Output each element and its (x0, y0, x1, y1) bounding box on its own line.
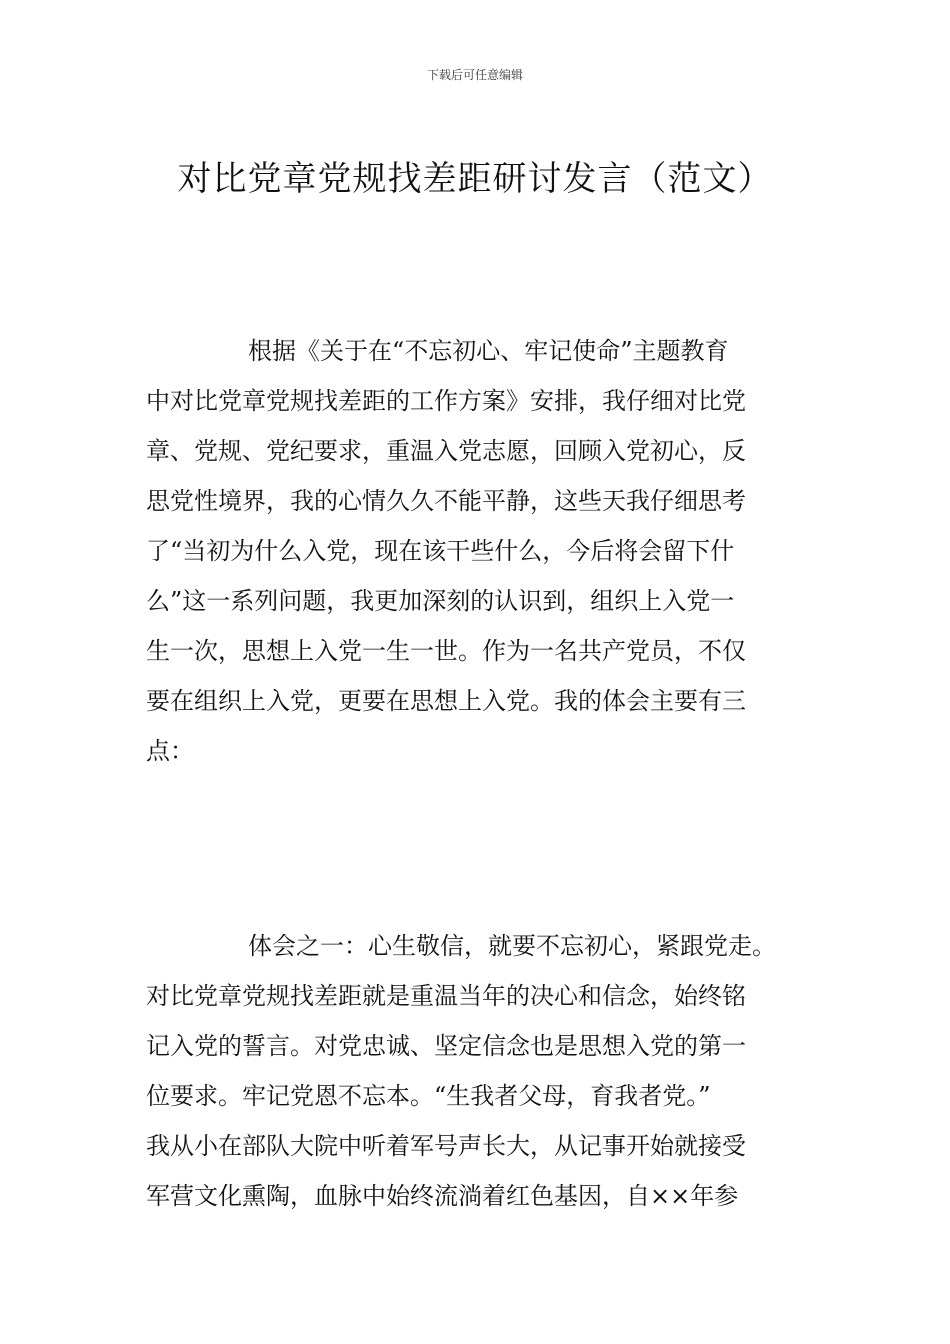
paragraph-line: 中对比党章党规找差距的工作方案》安排，我仔细对比党 (146, 387, 746, 415)
paragraph-line: 我从小在部队大院中听着军号声长大，从记事开始就接受 (146, 1132, 746, 1160)
paragraph-intro (146, 326, 816, 776)
paragraph-line: 军营文化熏陶，血脉中始终流淌着红色基因，自××年参 (146, 1182, 739, 1210)
header-note: 下载后可任意编辑 (426, 68, 523, 82)
paragraph-line: 点： (146, 737, 194, 765)
paragraph-line: 体会之一：心生敬信，就要不忘初心，紧跟党走。 (248, 932, 776, 960)
paragraph-line: 么”这一系列问题，我更加深刻的认识到，组织上入党一 (146, 587, 735, 615)
paragraph-line: 章、党规、党纪要求，重温入党志愿，回顾入党初心，反 (146, 437, 746, 465)
paragraph-line: 对比党章党规找差距就是重温当年的决心和信念，始终铭 (146, 982, 746, 1010)
paragraph-line: 生一次，思想上入党一生一世。作为一名共产党员，不仅 (146, 637, 746, 665)
paragraph-insight-one (146, 921, 816, 1221)
paragraph-line: 根据《关于在“不忘初心、牢记使命”主题教育 (248, 337, 729, 365)
document-title: 对比党章党规找差距研讨发言（范文） (177, 158, 773, 199)
paragraph-line: 位要求。牢记党恩不忘本。“生我者父母，育我者党。” (146, 1082, 711, 1110)
paragraph-line: 了“当初为什么入党，现在该干些什么，今后将会留下什 (146, 537, 735, 565)
paragraph-line: 记入党的誓言。对党忠诚、坚定信念也是思想入党的第一 (146, 1032, 746, 1060)
paragraph-line: 要在组织上入党，更要在思想上入党。我的体会主要有三 (146, 687, 746, 715)
paragraph-line: 思党性境界，我的心情久久不能平静，这些天我仔细思考 (146, 487, 746, 515)
